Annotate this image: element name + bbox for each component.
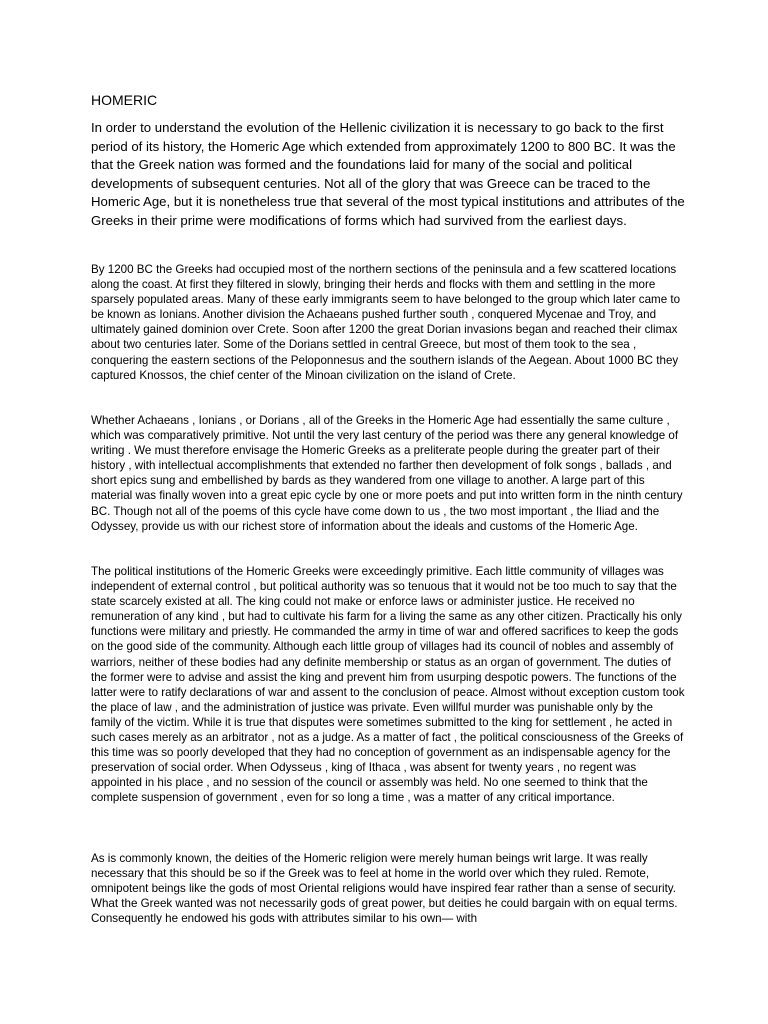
body-paragraph: By 1200 BC the Greeks had occupied most of the northern sections of the peninsula and a few scattered locations along the coast. At first they filtered in slowly, bringing their herds and flocks with them and settling in the more sparsely populated areas. Many of these early immigrants seem to have belonged to the group which later came to be known as Ionians. Another division the Achaeans pushed further south , conquered Mycenae and Troy, and ultimately gained dominion over Crete. Soon after 1200 the great Dorian invasions began and reached their climax about two centuries later. Some of the Dorians settled in central Greece, but most of them took to the sea , conquering the eastern sections of the Peloponnesus and the southern islands of the Aegean. About 1000 BC they captured Knossos, the chief center of the Minoan civilization on the island of Crete. xyxy=(91,263,681,382)
intro-paragraph: In order to understand the evolution of the Hellenic civilization it is necessary to go back to the first period of its history, the Homeric Age which extended from approximately 1200 to 800 BC. It was the that the Greek nation was formed and the foundations laid for many of the social and political developments of subsequent centuries. Not all of the glory that was Greece can be traced to the Homeric Age, but it is nonetheless true that several of the most typical institutions and attributes of the Greeks in their prime were modifications of forms which had survived from the earliest days. xyxy=(91,120,685,228)
document-heading: HOMERIC xyxy=(91,92,158,108)
body-paragraph: Whether Achaeans , Ionians , or Dorians , all of the Greeks in the Homeric Age had essentially the same culture , which was comparatively primitive. Not until the very last century of the period was there any general knowledge of writing . We must therefore envisage the Homeric Greeks as a preliterate people during the greater part of their history , with intellectual accomplishments that extended no farther then development of folk songs , ballads , and short epics sung and embellished by bards as they wandered from one village to another. A large part of this material was finally woven into a great epic cycle by one or more poets and put into written form in the ninth century BC. Though not all of the poems of this cycle have come down to us , the two most important , the Iliad and the Odyssey, provide us with our richest store of information about the ideals and customs of the Homeric Age. xyxy=(91,414,683,533)
body-paragraph: As is commonly known, the deities of the Homeric religion were merely human beings writ large. It was really necessary that this should be so if the Greek was to feel at home in the world over which they ruled. Remote, omnipotent beings like the gods of most Oriental religions would have inspired fear rather than a sense of security. What the Greek wanted was not necessarily gods of great power, but deities he could bargain with on equal terms. Consequently he endowed his gods with attributes similar to his own— with xyxy=(91,852,678,926)
body-paragraph: The political institutions of the Homeric Greeks were exceedingly primitive. Each little community of villages was independent of external control , but political authority was so tenuous that it would not be too much to say that the state scarcely existed at all. The king could not make or enforce laws or administer justice. He received no remuneration of any kind , but had to cultivate his farm for a living the same as any other citizen. Practically his only functions were military and priestly. He commanded the army in time of war and offered sacrifices to keep the gods on the good side of the community. Although each little group of villages had its council of nobles and assembly of warriors, neither of these bodies had any definite membership or status as an organ of government. The duties of the former were to advise and assist the king and prevent him from usurping despotic powers. The functions of the latter were to ratify declarations of war and assent to the conclusion of peace. Almost without exception custom took the place of law , and the administration of justice was private. Even willful murder was punishable only by the family of the victim. While it is true that disputes were sometimes submitted to the king for settlement , he acted in such cases merely as an arbitrator , not as a judge. As a matter of fact , the political consciousness of the Greeks of this time was so poorly developed that they had no conception of government as an indispensable agency for the preservation of social order. When Odysseus , king of Ithaca , was absent for twenty years , no regent was appointed in his place , and no session of the council or assembly was held. No one seemed to think that the complete suspension of government , even for so long a time , was a matter of any critical importance. xyxy=(91,565,685,805)
